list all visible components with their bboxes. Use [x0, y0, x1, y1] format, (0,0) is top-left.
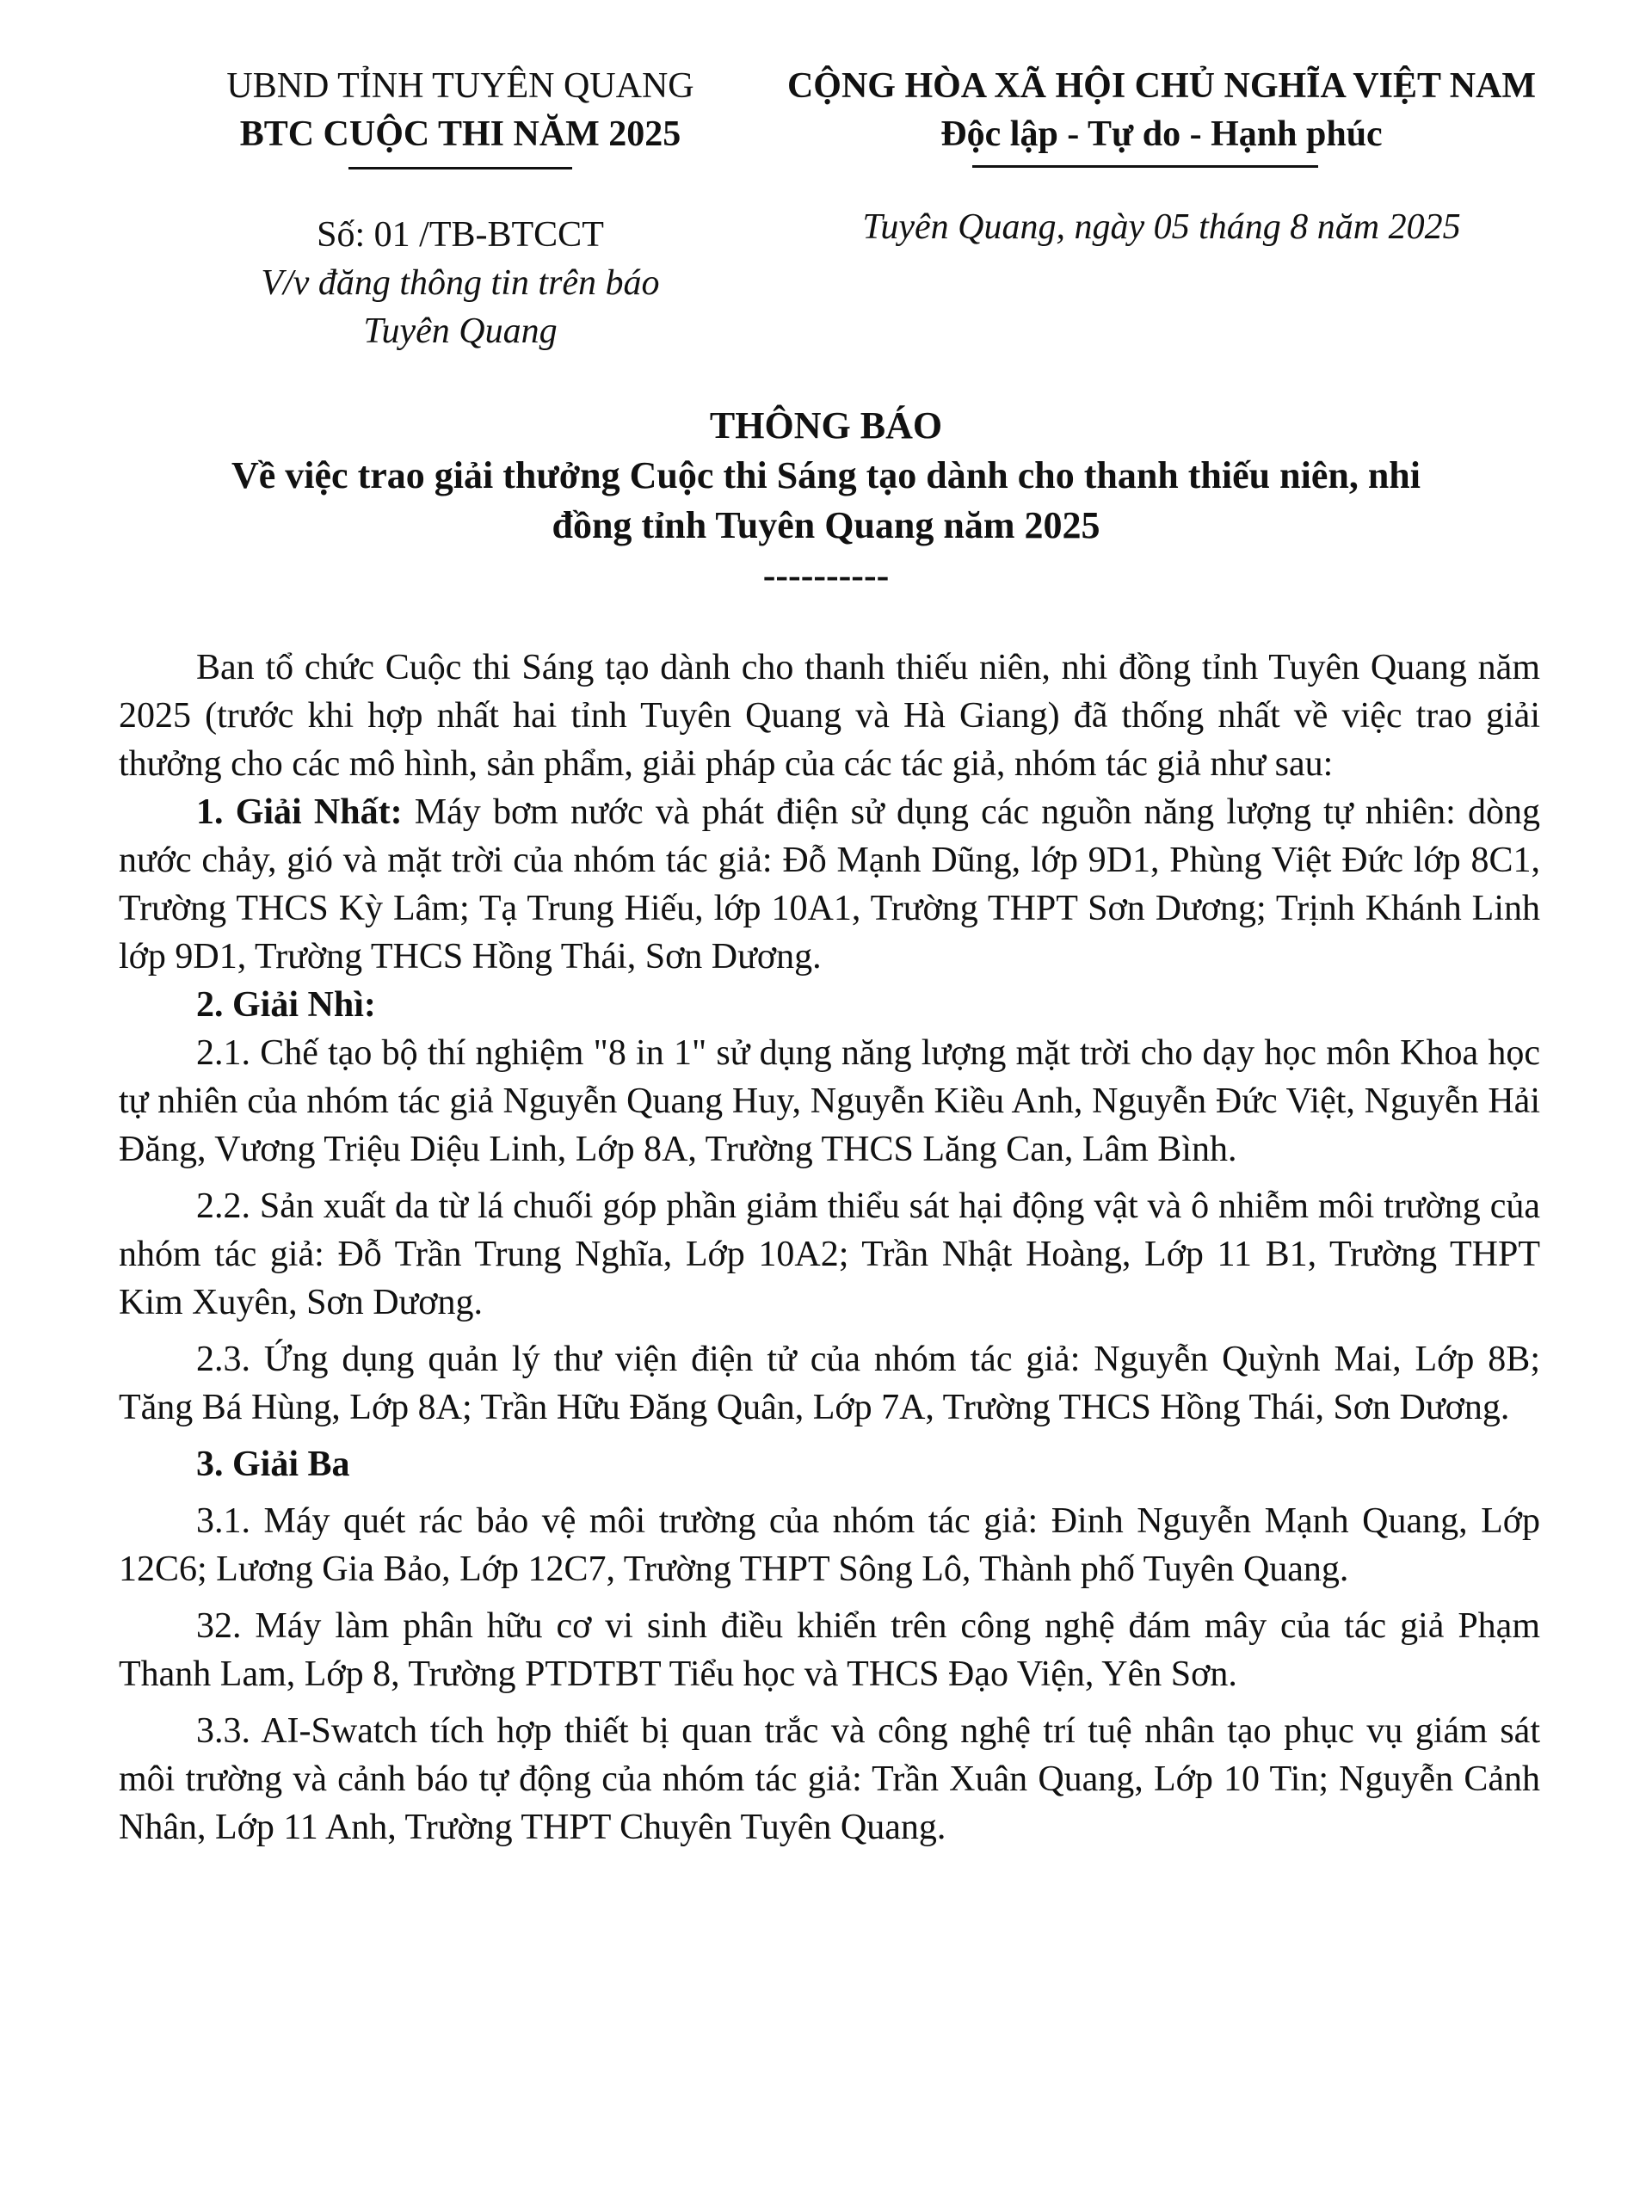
intro-paragraph: Ban tổ chức Cuộc thi Sáng tạo dành cho thanh thiếu niên, nhi đồng tỉnh Tuyên Quang năm 2025 (trước khi hợp nhất hai tỉnh Tuyên Quang và Hà Giang) đã thống nhất về việc trao giải thưởng cho các mô hình, sản phẩm, giải pháp của các tác giả, nhóm tác giả như sau:: [119, 648, 1540, 784]
title-separator: ----------: [762, 554, 890, 596]
third-prize-heading: 3. Giải Ba: [196, 1445, 350, 1484]
country-name: CỘNG HÒA XÃ HỘI CHỦ NGHĨA VIỆT NAM: [786, 66, 1537, 106]
first-prize-text: Máy bơm nước và phát điện sử dụng các nguồn năng lượng tự nhiên: dòng nước chảy, gió và mặt trời của nhóm tác giả: Đỗ Mạnh Dũng, lớp 9D1, Phùng Việt Đức lớp 8C1, Trường THCS Kỳ Lâm; Tạ Trung Hiếu, lớp 10A1, Trường THPT Sơn Dương; Trịnh Khánh Linh lớp 9D1, Trường THCS Hồng Thái, Sơn Dương.: [119, 792, 1540, 977]
issuing-authority-block: [163, 62, 757, 355]
first-prize-label: 1. Giải Nhất:: [196, 792, 403, 832]
notice-body: [119, 644, 1540, 1852]
third-prize-item-3: 3.3. AI-Swatch tích hợp thiết bị quan trắc và công nghệ trí tuệ nhân tạo phục vụ giám sát môi trường và cảnh báo tự động của nhóm tác giả: Trần Xuân Quang, Lớp 10 Tin; Nguyễn Cảnh Nhân, Lớp 11 Anh, Trường THPT Chuyên Tuyên Quang.: [119, 1711, 1540, 1847]
notice-title-block: [129, 401, 1523, 601]
third-prize-item-1: 3.1. Máy quét rác bảo vệ môi trường của nhóm tác giả: Đinh Nguyễn Mạnh Quang, Lớp 12C6; Lương Gia Bảo, Lớp 12C7, Trường THPT Sông Lô, Thành phố Tuyên Quang.: [119, 1501, 1540, 1589]
first-prize-paragraph: [119, 788, 1540, 981]
notice-subject-line1: Về việc trao giải thưởng Cuộc thi Sáng tạo dành cho thanh thiếu niên, nhi: [231, 454, 1421, 496]
national-header-block: [740, 62, 1583, 158]
motto-underline: [972, 165, 1318, 168]
committee-name: BTC CUỘC THI NĂM 2025: [239, 114, 681, 154]
document-subject-line2: Tuyên Quang: [363, 311, 558, 351]
notice-heading: THÔNG BÁO: [709, 404, 943, 447]
document-subject-line1: V/v đăng thông tin trên báo: [261, 263, 660, 303]
national-motto: Độc lập - Tự do - Hạnh phúc: [940, 114, 1383, 154]
second-prize-item-1: 2.1. Chế tạo bộ thí nghiệm "8 in 1" sử dụng năng lượng mặt trời cho dạy học môn Khoa học tự nhiên của nhóm tác giả Nguyễn Quang Huy, Nguyễn Kiều Anh, Nguyễn Đức Việt, Nguyễn Hải Đăng, Vương Triệu Diệu Linh, Lớp 8A, Trường THCS Lăng Can, Lâm Bình.: [119, 1033, 1540, 1169]
second-prize-item-2: 2.2. Sản xuất da từ lá chuối góp phần giảm thiểu sát hại động vật và ô nhiễm môi trường của nhóm tác giả: Đỗ Trần Trung Nghĩa, Lớp 10A2; Trần Nhật Hoàng, Lớp 11 B1, Trường THPT Kim Xuyên, Sơn Dương.: [119, 1186, 1540, 1322]
second-prize-item-3: 2.3. Ứng dụng quản lý thư viện điện tử của nhóm tác giả: Nguyễn Quỳnh Mai, Lớp 8B; Tăng Bá Hùng, Lớp 8A; Trần Hữu Đăng Quân, Lớp 7A, Trường THCS Hồng Thái, Sơn Dương.: [119, 1340, 1540, 1427]
notice-subject-line2: đồng tỉnh Tuyên Quang năm 2025: [552, 504, 1100, 546]
authority-underline: [348, 167, 572, 169]
issue-date: Tuyên Quang, ngày 05 tháng 8 năm 2025: [862, 207, 1461, 247]
document-number: Số: 01 /TB-BTCCT: [317, 215, 604, 255]
authority-name: UBND TỈNH TUYÊN QUANG: [226, 66, 694, 106]
third-prize-item-2: 32. Máy làm phân hữu cơ vi sinh điều khiển trên công nghệ đám mây của tác giả Phạm Thanh Lam, Lớp 8, Trường PTDTBT Tiểu học và THCS Đạo Viện, Yên Sơn.: [119, 1606, 1540, 1694]
second-prize-heading: 2. Giải Nhì:: [196, 985, 376, 1025]
